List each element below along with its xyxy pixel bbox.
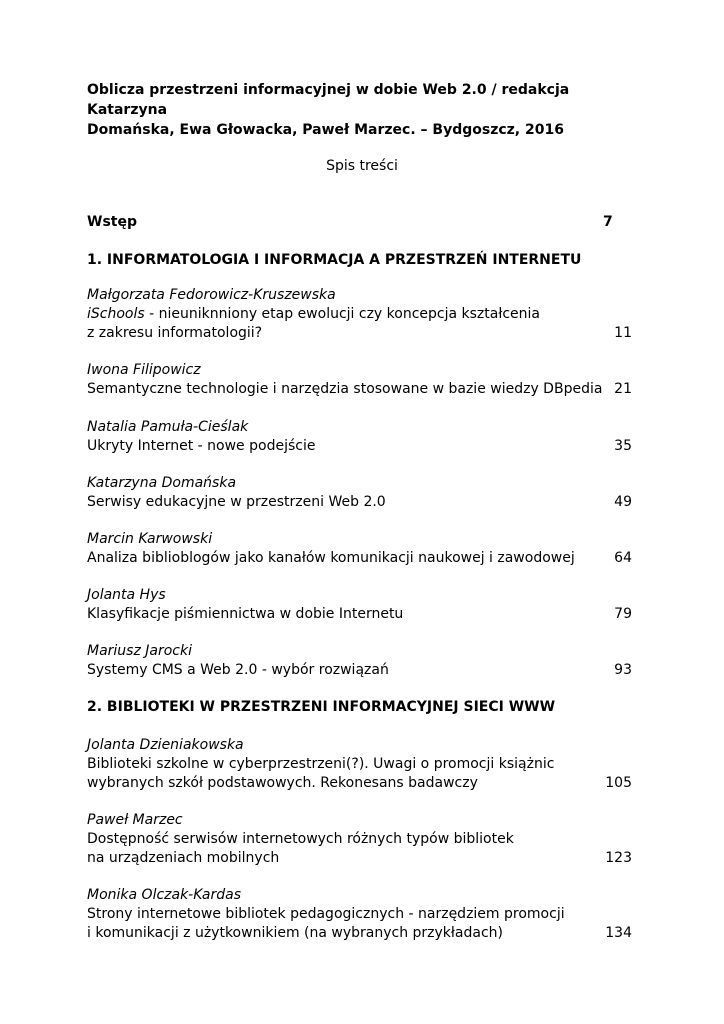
document-header: [87, 80, 647, 140]
toc-entry-page: 93: [614, 662, 632, 678]
toc-section-2: 2. BIBLIOTEKI W PRZESTRZENI INFORMACYJNEJ SIECI WWW: [87, 699, 556, 715]
toc-entry-page: 64: [614, 550, 632, 566]
toc-intro: [87, 213, 617, 231]
toc-entry-title-line: iSchools - nieuniknniony etap ewolucji czy koncepcja kształcenia: [87, 306, 540, 322]
toc-entry-title-italic: iSchools: [87, 306, 145, 322]
toc-entry-title-line: Dostępność serwisów internetowych różnych typów bibliotek: [87, 831, 514, 847]
toc-title: Spis treści: [326, 158, 398, 174]
toc-entry: [87, 474, 632, 512]
toc-entry-title-line: i komunikacji z użytkownikiem (na wybranych przykładach): [87, 925, 503, 941]
toc-entry-author: Katarzyna Domańska: [87, 475, 237, 491]
toc-entry-title-line: Ukryty Internet - nowe podejście: [87, 438, 316, 454]
toc-entry-title-line: Serwisy edukacyjne w przestrzeni Web 2.0: [87, 494, 386, 510]
toc-entry-title-line: Systemy CMS a Web 2.0 - wybór rozwiązań: [87, 662, 389, 678]
toc-intro-label: Wstęp: [87, 214, 137, 230]
toc-entry-title-line: z zakresu informatologii?: [87, 325, 263, 341]
toc-entry: [87, 811, 632, 868]
toc-entry-title-line: na urządzeniach mobilnych: [87, 850, 280, 866]
toc-entry: [87, 642, 632, 680]
header-line-2: Domańska, Ewa Głowacka, Paweł Marzec. – Bydgoszcz, 2016: [87, 122, 564, 138]
toc-entry: [87, 886, 632, 943]
toc-entry-author: Monika Olczak-Kardas: [87, 887, 242, 903]
toc-entry-page: 79: [614, 606, 632, 622]
toc-entry-author: Marcin Karwowski: [87, 531, 213, 547]
toc-entry-author: Jolanta Dzieniakowska: [87, 737, 244, 753]
toc-entry: [87, 586, 632, 624]
toc-entry-author: Paweł Marzec: [87, 812, 183, 828]
toc-entry-page: 21: [614, 381, 632, 397]
toc-entry-title-line: Strony internetowe bibliotek pedagogicznych - narzędziem promocji: [87, 906, 565, 922]
toc-entry-author: Natalia Pamuła-Cieślak: [87, 419, 249, 435]
toc-entry-page: 105: [605, 775, 632, 791]
toc-entry-page: 134: [605, 925, 632, 941]
toc-entry: [87, 418, 632, 456]
toc-entry: [87, 736, 632, 793]
toc-entry-author: Iwona Filipowicz: [87, 362, 201, 378]
toc-entry-author: Jolanta Hys: [87, 587, 166, 603]
toc-entry-title-line: Analiza biblioblogów jako kanałów komunikacji naukowej i zawodowej: [87, 550, 575, 566]
toc-entry: [87, 361, 632, 399]
toc-entry-page: 123: [605, 850, 632, 866]
toc-entry: [87, 530, 632, 568]
toc-intro-page: 7: [603, 214, 613, 230]
toc-section-1: 1. INFORMATOLOGIA I INFORMACJA A PRZESTRZEŃ INTERNETU: [87, 252, 582, 268]
toc-entry-page: 49: [614, 494, 632, 510]
toc-entry-title-line: Biblioteki szkolne w cyberprzestrzeni(?). Uwagi o promocji książnic: [87, 756, 555, 772]
header-line-1: Oblicza przestrzeni informacyjnej w dobie Web 2.0 / redakcja Katarzyna: [87, 82, 570, 118]
toc-entry-title-line: Semantyczne technologie i narzędzia stosowane w bazie wiedzy DBpedia: [87, 381, 603, 397]
toc-entry-author: Małgorzata Fedorowicz-Kruszewska: [87, 287, 336, 303]
toc-entry-title-line: Klasyfikacje piśmiennictwa w dobie Internetu: [87, 606, 404, 622]
toc-entry-page: 11: [614, 325, 632, 341]
toc-entry-author: Mariusz Jarocki: [87, 643, 192, 659]
toc-entry: [87, 286, 632, 343]
toc-entry-page: 35: [614, 438, 632, 454]
toc-entry-title-line: wybranych szkół podstawowych. Rekonesans badawczy: [87, 775, 478, 791]
